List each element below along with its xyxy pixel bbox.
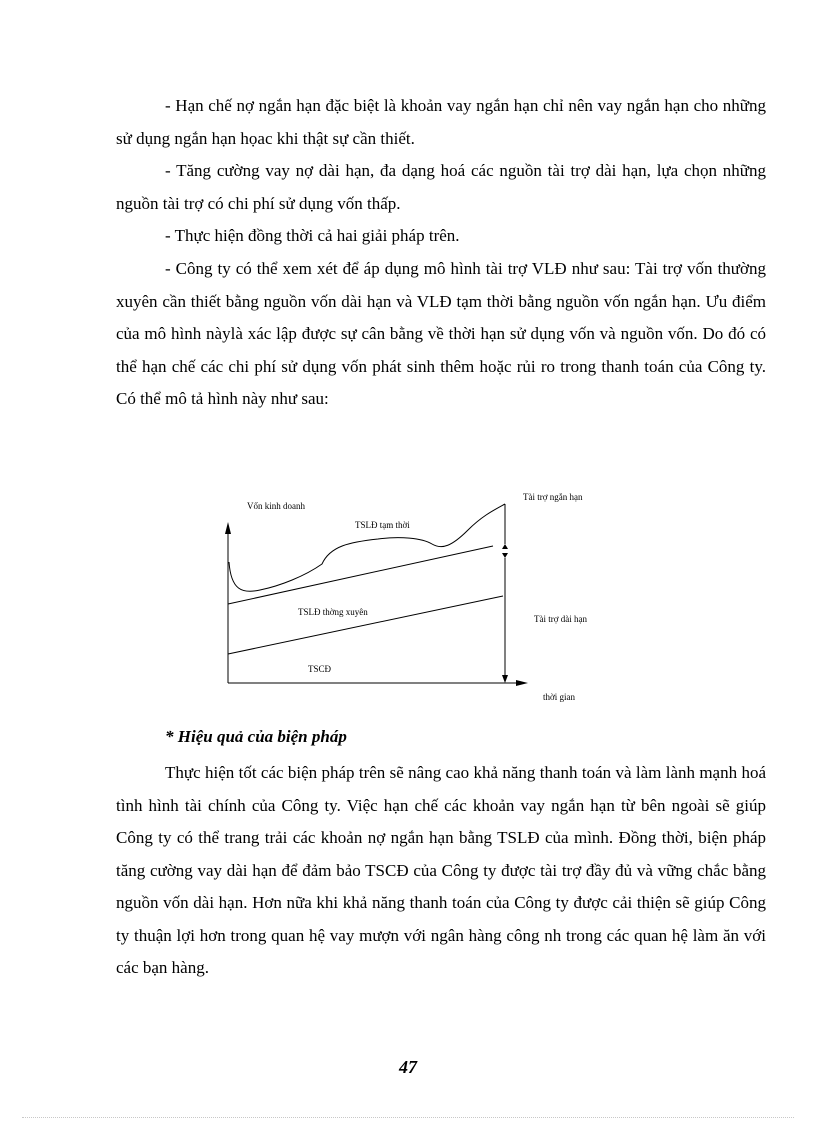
footer-divider xyxy=(22,1117,794,1118)
temporary-current-assets-label: TSLĐ tạm thời xyxy=(355,520,410,530)
paragraph-limit-short-term-debt: - Hạn chế nợ ngắn hạn đặc biệt là khoản vay ngắn hạn chỉ nên vay ngắn hạn cho những sử dụng ngắn hạn họac khi thật sự cần thiết. xyxy=(116,96,766,148)
x-axis-arrowhead xyxy=(516,680,528,686)
fixed-assets-label: TSCĐ xyxy=(308,664,332,674)
temporary-current-assets-curve xyxy=(229,504,505,591)
long-term-arrowhead-lower xyxy=(502,675,508,683)
fixed-assets-line xyxy=(228,596,503,654)
long-term-financing-label: Tài trợ dài hạn xyxy=(534,614,587,624)
y-axis-label: Vốn kinh doanh xyxy=(247,501,305,511)
page-number: 47 xyxy=(399,1057,417,1077)
y-axis-arrowhead xyxy=(225,522,231,534)
paragraph-both-solutions: - Thực hiện đồng thời cả hai giải pháp trên. xyxy=(165,226,460,245)
paragraph-increase-long-term-debt: - Tăng cường vay nợ dài hạn, đa dạng hoá các nguồn tài trợ dài hạn, lựa chọn những nguồn tài trợ có chi phí sử dụng vốn thấp. xyxy=(116,161,766,213)
effect-heading: * Hiệu quả của biện pháp xyxy=(165,727,347,746)
long-term-arrowhead-upper xyxy=(502,553,508,558)
permanent-current-assets-line xyxy=(228,546,493,604)
short-term-arrowhead-lower xyxy=(502,544,508,549)
working-capital-financing-diagram xyxy=(200,480,620,710)
permanent-current-assets-label: TSLĐ thờng xuyên xyxy=(298,607,368,617)
paragraph-effect: Thực hiện tốt các biện pháp trên sẽ nâng cao khả năng thanh toán và làm lành mạnh hoá tình hình tài chính của Công ty. Việc hạn chế các khoản vay ngắn hạn từ bên ngoài sẽ giúp Công ty có thể trang trải các khoản nợ ngắn hạn bằng TSLĐ của mình. Đồng thời, biện pháp tăng cường vay dài hạn để đảm bảo TSCĐ của Công ty được tài trợ đầy đủ và vững chắc bằng nguồn vốn dài hạn. Hơn nữa khi khả năng thanh toán của Công ty được cải thiện sẽ giúp Công ty thuận lợi hơn trong quan hệ vay mượn với ngân hàng công nh trong các quan hệ làm ăn với các bạn hàng. xyxy=(116,763,766,977)
paragraph-financing-model: - Công ty có thể xem xét để áp dụng mô hình tài trợ VLĐ như sau: Tài trợ vốn thường xuyên cần thiết bằng nguồn vốn dài hạn và VLĐ tạm thời bằng nguồn vốn ngắn hạn. Ưu điểm của mô hình nàylà xác lập được sự cân bằng về thời hạn sử dụng vốn và nguồn vốn. Do đó có thể hạn chế các chi phí sử dụng vốn phát sinh thêm hoặc rủi ro trong thanh toán của Công ty. Có thể mô tả hình này như sau: xyxy=(116,259,766,408)
x-axis-label: thời gian xyxy=(543,692,576,702)
short-term-financing-label: Tài trợ ngắn hạn xyxy=(523,492,583,502)
